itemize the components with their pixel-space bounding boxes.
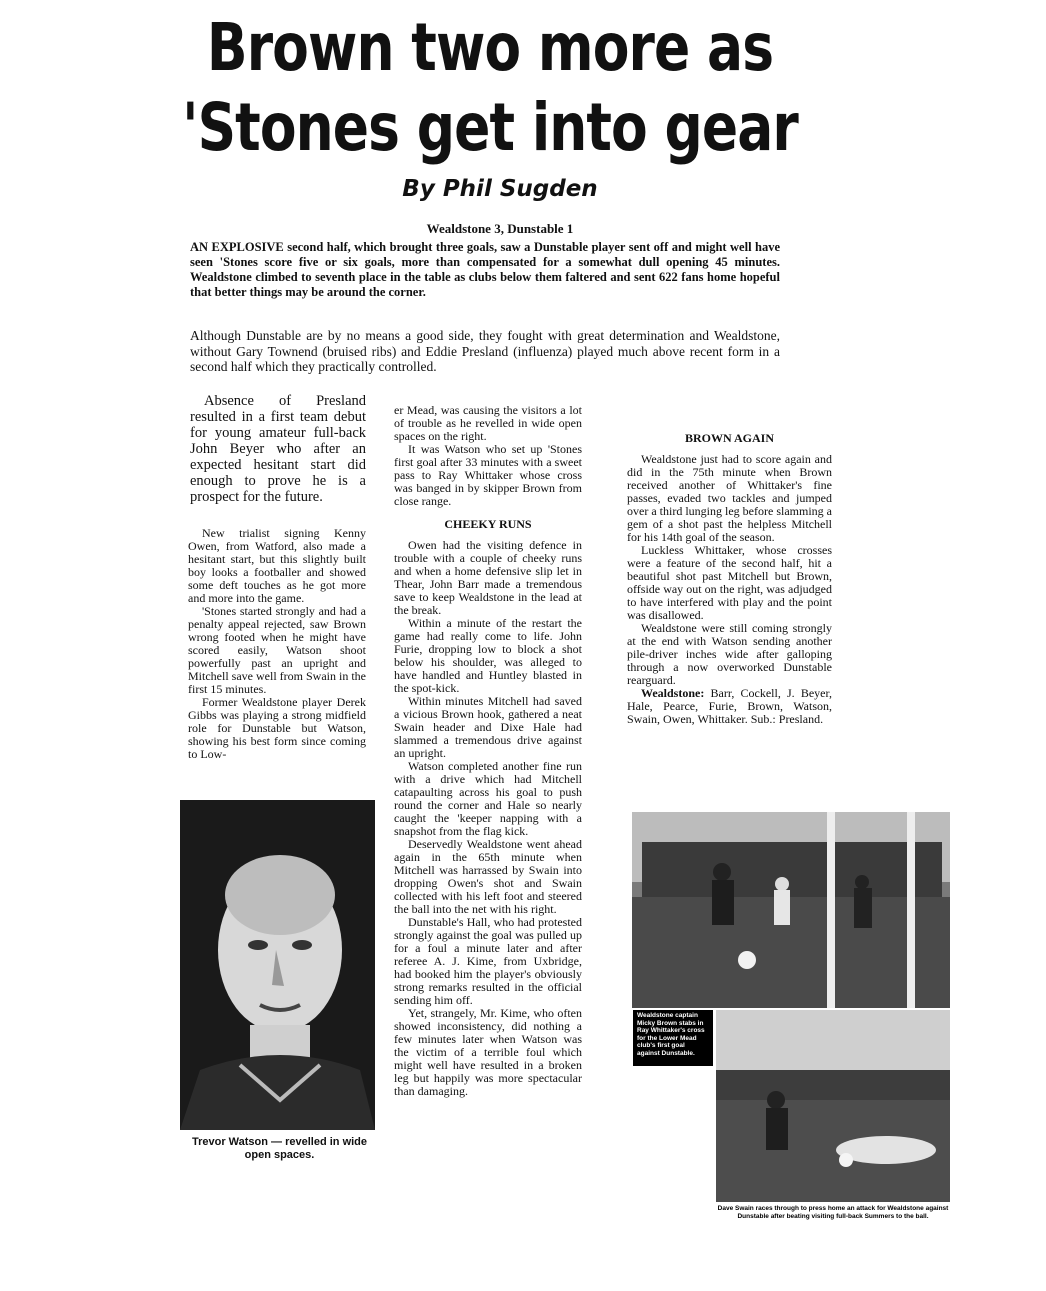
portrait-photo	[180, 800, 375, 1130]
column-1-top	[190, 393, 366, 505]
match-photo-1-caption: Wealdstone captain Micky Brown stabs in Ray Whittaker's cross for the Lower Mead club's first goal against Dunstable.	[637, 1012, 705, 1057]
match-photo-2	[716, 1010, 950, 1202]
column-3-paragraph: Wealdstone just had to score again and did in the 75th minute when Brown received another of Whittaker's fine passes, evaded two tackles and jumped over a third lunging leg before slamming a gem of a shot past the helpless Mitchell for his 14th goal of the season.	[627, 452, 832, 544]
match-photo-2-illustration	[716, 1010, 950, 1202]
headline	[175, 8, 805, 168]
column-2-paragraph: er Mead, was causing the visitors a lot of trouble as he revelled in wide open spaces on the right.	[394, 403, 582, 443]
column-2-paragraph: Deservedly Wealdstone went ahead again in the 65th minute when Mitchell was harrassed by Swain into dropping Owen's shot and Swain collected with his left foot and steered the ball into the net with his right.	[394, 837, 582, 916]
column-1-body	[188, 527, 366, 761]
match-photo-1	[632, 812, 950, 1008]
column-3-paragraph: Luckless Whittaker, whose crosses were a feature of the second half, hit a beautiful shot past Mitchell but Brown, offside way out on the right, was adjudged to have interfered with play and the point was disallowed.	[627, 543, 832, 622]
byline: By Phil Sugden	[402, 176, 598, 202]
column-2-paragraph: Owen had the visiting defence in trouble with a couple of cheeky runs and when a home defensive slip let in Thear, John Barr made a tremendous save to keep Wealdstone in the lead at the break.	[394, 538, 582, 617]
lead-paragraph: AN EXPLOSIVE second half, which brought three goals, saw a Dunstable player sent off and might well have seen 'Stones score five or six goals, more than compensated for a somewhat dull opening 45 minutes. Wealdstone climbed to seventh place in the table as clubs below them faltered and sent 622 fans home hopeful that better things may be around the corner.	[190, 240, 780, 299]
match-photo-2-caption: Dave Swain races through to press home an attack for Wealdstone against Dunstable after beating visiting full-back Summers to the ball.	[717, 1205, 949, 1220]
match-score: Wealdstone 3, Dunstable 1	[426, 221, 574, 236]
column-3-paragraph: Wealdstone were still coming strongly at the end with Watson sending another pile-driver inches wide after galloping through a now overworked Dunstable rearguard.	[627, 621, 832, 687]
column-2	[394, 404, 582, 1098]
portrait-illustration	[180, 800, 375, 1130]
match-photo-1-illustration	[632, 812, 950, 1008]
column-2-paragraph: Watson completed another fine run with a drive which had Mitchell catapaulting across his goal to push round the corner and Hale so nearly caught the 'keeper napping with a snapshot from the flag kick.	[394, 759, 582, 838]
column-2-paragraph: It was Watson who set up 'Stones first goal after 33 minutes with a sweet pass to Ray Whittaker whose cross was banged in by skipper Brown from close range.	[394, 442, 582, 508]
column-2-paragraph: Yet, strangely, Mr. Kime, who often showed inconsistency, did nothing a few minutes later when Watson was the victim of a terrible foul which might well have resulted in a broken leg but happily was more spectacular than damaging.	[394, 1006, 582, 1098]
team-list: Barr, Cockell, J. Beyer, Hale, Pearce, Furie, Brown, Watson, Swain, Owen, Whittaker. Sub.: Presland.	[627, 686, 833, 726]
match-photo-1-caption-box	[633, 1010, 713, 1066]
column-1-paragraph: Former Wealdstone player Derek Gibbs was playing a strong midfield role for Dunstable but Watson, showing his best form since coming to Low-	[188, 695, 366, 761]
column-1-paragraph: Absence of Presland resulted in a first team debut for young amateur full-back John Beyer who after an expected hesitant start did enough to prove he is a prospect for the future.	[190, 393, 366, 505]
portrait-caption: Trevor Watson — revelled in wide open spaces.	[191, 1136, 368, 1161]
headline-line-2: 'Stones get into gear	[182, 89, 798, 166]
column-2-paragraph: Dunstable's Hall, who had protested strongly against the goal was pulled up for a foul a minute later and after referee A. J. Kime, from Uxbridge, had booked him the player's obviously strong remarks resulted in the official sending him off.	[394, 915, 582, 1007]
subhead-brown-again: BROWN AGAIN	[684, 431, 774, 445]
column-2-paragraph: Within minutes Mitchell had saved a vicious Brown hook, gathered a neat Swain header and Dixe Hale had slammed a tremendous drive against an upright.	[394, 694, 582, 760]
subhead-cheeky-runs: CHEEKY RUNS	[444, 517, 532, 531]
column-3	[627, 422, 832, 726]
intro-paragraph: Although Dunstable are by no means a good side, they fought with great determination and Wealdstone, without Gary Townend (bruised ribs) and Eddie Presland (influenza) played much above recent form in a second half which they practically controlled.	[190, 328, 780, 374]
team-lineup	[627, 687, 832, 726]
headline-line-1: Brown two more as	[206, 9, 774, 86]
column-1-paragraph: 'Stones started strongly and had a penalty appeal rejected, saw Brown wrong footed when he might have scored easily, Watson shoot powerfully past an upright and Mitchell save well from Swain in the first 15 minutes.	[188, 604, 366, 696]
column-2-paragraph: Within a minute of the restart the game had really come to life. John Furie, dropping low to block a shot below his shoulder, was alleged to have handled and Huntley blasted in the spot-kick.	[394, 616, 582, 695]
team-label: Wealdstone:	[641, 686, 705, 700]
column-1-paragraph: New trialist signing Kenny Owen, from Watford, also made a hesitant start, but this slightly built boy looks a footballer and showed some deft touches as he got more and more into the game.	[188, 526, 366, 605]
